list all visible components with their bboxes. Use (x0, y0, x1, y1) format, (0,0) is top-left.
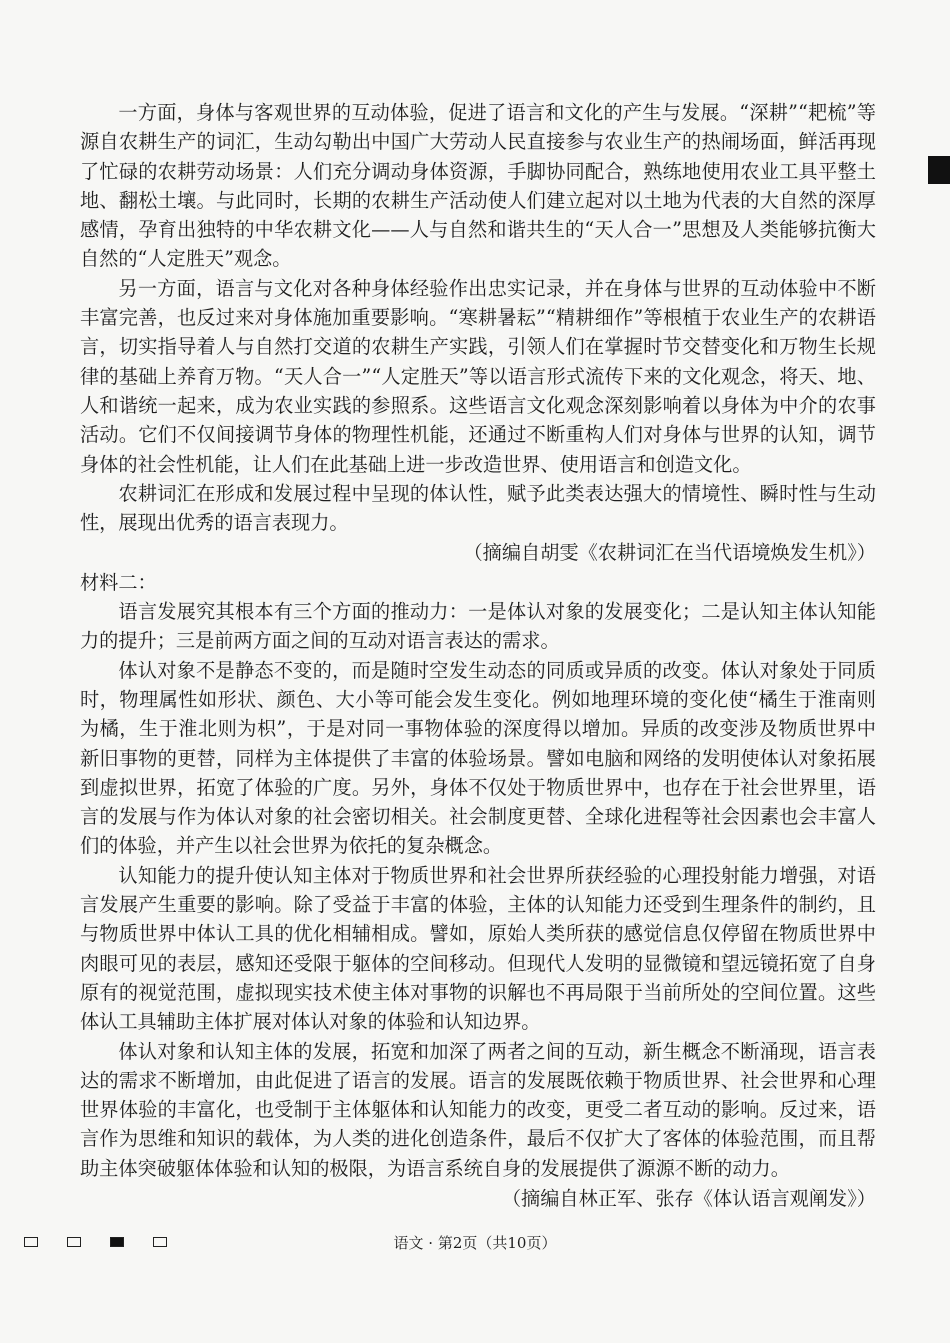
material2-paragraph-3: 认知能力的提升使认知主体对于物质世界和社会世界所获经验的心理投射能力增强，对语言发展产生重要的影响。除了受益于丰富的体验，主体的认知能力还受到生理条件的制约，且与物质世界中体认工具的优化相辅相成。譬如，原始人类所获的感觉信息仅停留在物质世界中肉眼可见的表层，感知还受限于躯体的空间移动。但现代人发明的显微镜和望远镜拓宽了自身原有的视觉范围，虚拟现实技术使主体对事物的识解也不再局限于当前所处的空间位置。这些体认工具辅助主体扩展对体认对象的体验和认知边界。 (80, 863, 876, 1034)
material2-label: 材料二： (80, 570, 157, 594)
page-number: 语文 · 第2页（共10页） (393, 1234, 557, 1252)
material1-paragraph-3: 农耕词汇在形成和发展过程中呈现的体认性，赋予此类表达强大的情境性、瞬时性与生动性，展现出优秀的语言表现力。 (80, 481, 876, 535)
page-edge-tab-mark (928, 156, 950, 184)
document-body (80, 98, 876, 1213)
material1-source: （摘编自胡雯《农耕词汇在当代语境焕发生机》） (463, 541, 876, 565)
material2-paragraph-2: 体认对象不是静态不变的，而是随时空发生动态的同质或异质的改变。体认对象处于同质时，物理属性如形状、颜色、大小等可能会发生变化。例如地理环境的变化使“橘生于淮南则为橘，生于淮北则为枳”，于是对同一事物体验的深度得以增加。异质的改变涉及物质世界中新旧事物的更替，同样为主体提供了丰富的体验场景。譬如电脑和网络的发明使体认对象拓展到虚拟世界，拓宽了体验的广度。另外，身体不仅处于物质世界中，也存在于社会世界里，语言的发展与作为体认对象的社会密切相关。社会制度更替、全球化进程等社会因素也会丰富人们的体验，并产生以社会世界为依托的复杂概念。 (80, 658, 876, 858)
material2-paragraph-1: 语言发展究其根本有三个方面的推动力：一是体认对象的发展变化；二是认知主体认知能力的提升；三是前两方面之间的互动对语言表达的需求。 (80, 600, 876, 653)
material2-source: （摘编自林正军、张存《体认语言观阐发》） (501, 1186, 876, 1210)
material1-paragraph-1: 一方面，身体与客观世界的互动体验，促进了语言和文化的产生与发展。“深耕”“耙梳”等源自农耕生产的词汇，生动勾勒出中国广大劳动人民直接参与农业生产的热闹场面，鲜活再现了忙碌的农耕劳动场景：人们充分调动身体资源，手脚协同配合，熟练地使用农业工具平整土地、翻松土壤。与此同时，长期的农耕生产活动使人们建立起对以土地为代表的大自然的深厚感情，孕育出独特的中华农耕文化——人与自然和谐共生的“天人合一”思想及人类能够抗衡大自然的“人定胜天”观念。 (80, 101, 876, 271)
material2-paragraph-4: 体认对象和认知主体的发展，拓宽和加深了两者之间的互动，新生概念不断涌现，语言表达的需求不断增加，由此促进了语言的发展。语言的发展既依赖于物质世界、社会世界和心理世界体验的丰富化，也受制于主体躯体和认知能力的改变，更受二者互动的影响。反过来，语言作为思维和知识的载体，为人类的进化创造条件，最后不仅扩大了客体的体验范围，而且帮助主体突破躯体体验和认知的极限，为语言系统自身的发展提供了源源不断的动力。 (80, 1039, 876, 1180)
material1-paragraph-2: 另一方面，语言与文化对各种身体经验作出忠实记录，并在身体与世界的互动体验中不断丰富完善，也反过来对身体施加重要影响。“寒耕暑耘”“精耕细作”等根植于农业生产的农耕语言，切实指导着人与自然打交道的农耕生产实践，引领人们在掌握时节交替变化和万物生长规律的基础上养育万物。“天人合一”“人定胜天”等以语言形式流传下来的文化观念，将天、地、人和谐统一起来，成为农业实践的参照系。这些语言文化观念深刻影响着以身体为中介的农事活动。它们不仅间接调节身体的物理性机能，还通过不断重构人们对身体与世界的认知，调节身体的社会性机能，让人们在此基础上进一步改造世界、使用语言和创造文化。 (80, 276, 876, 476)
